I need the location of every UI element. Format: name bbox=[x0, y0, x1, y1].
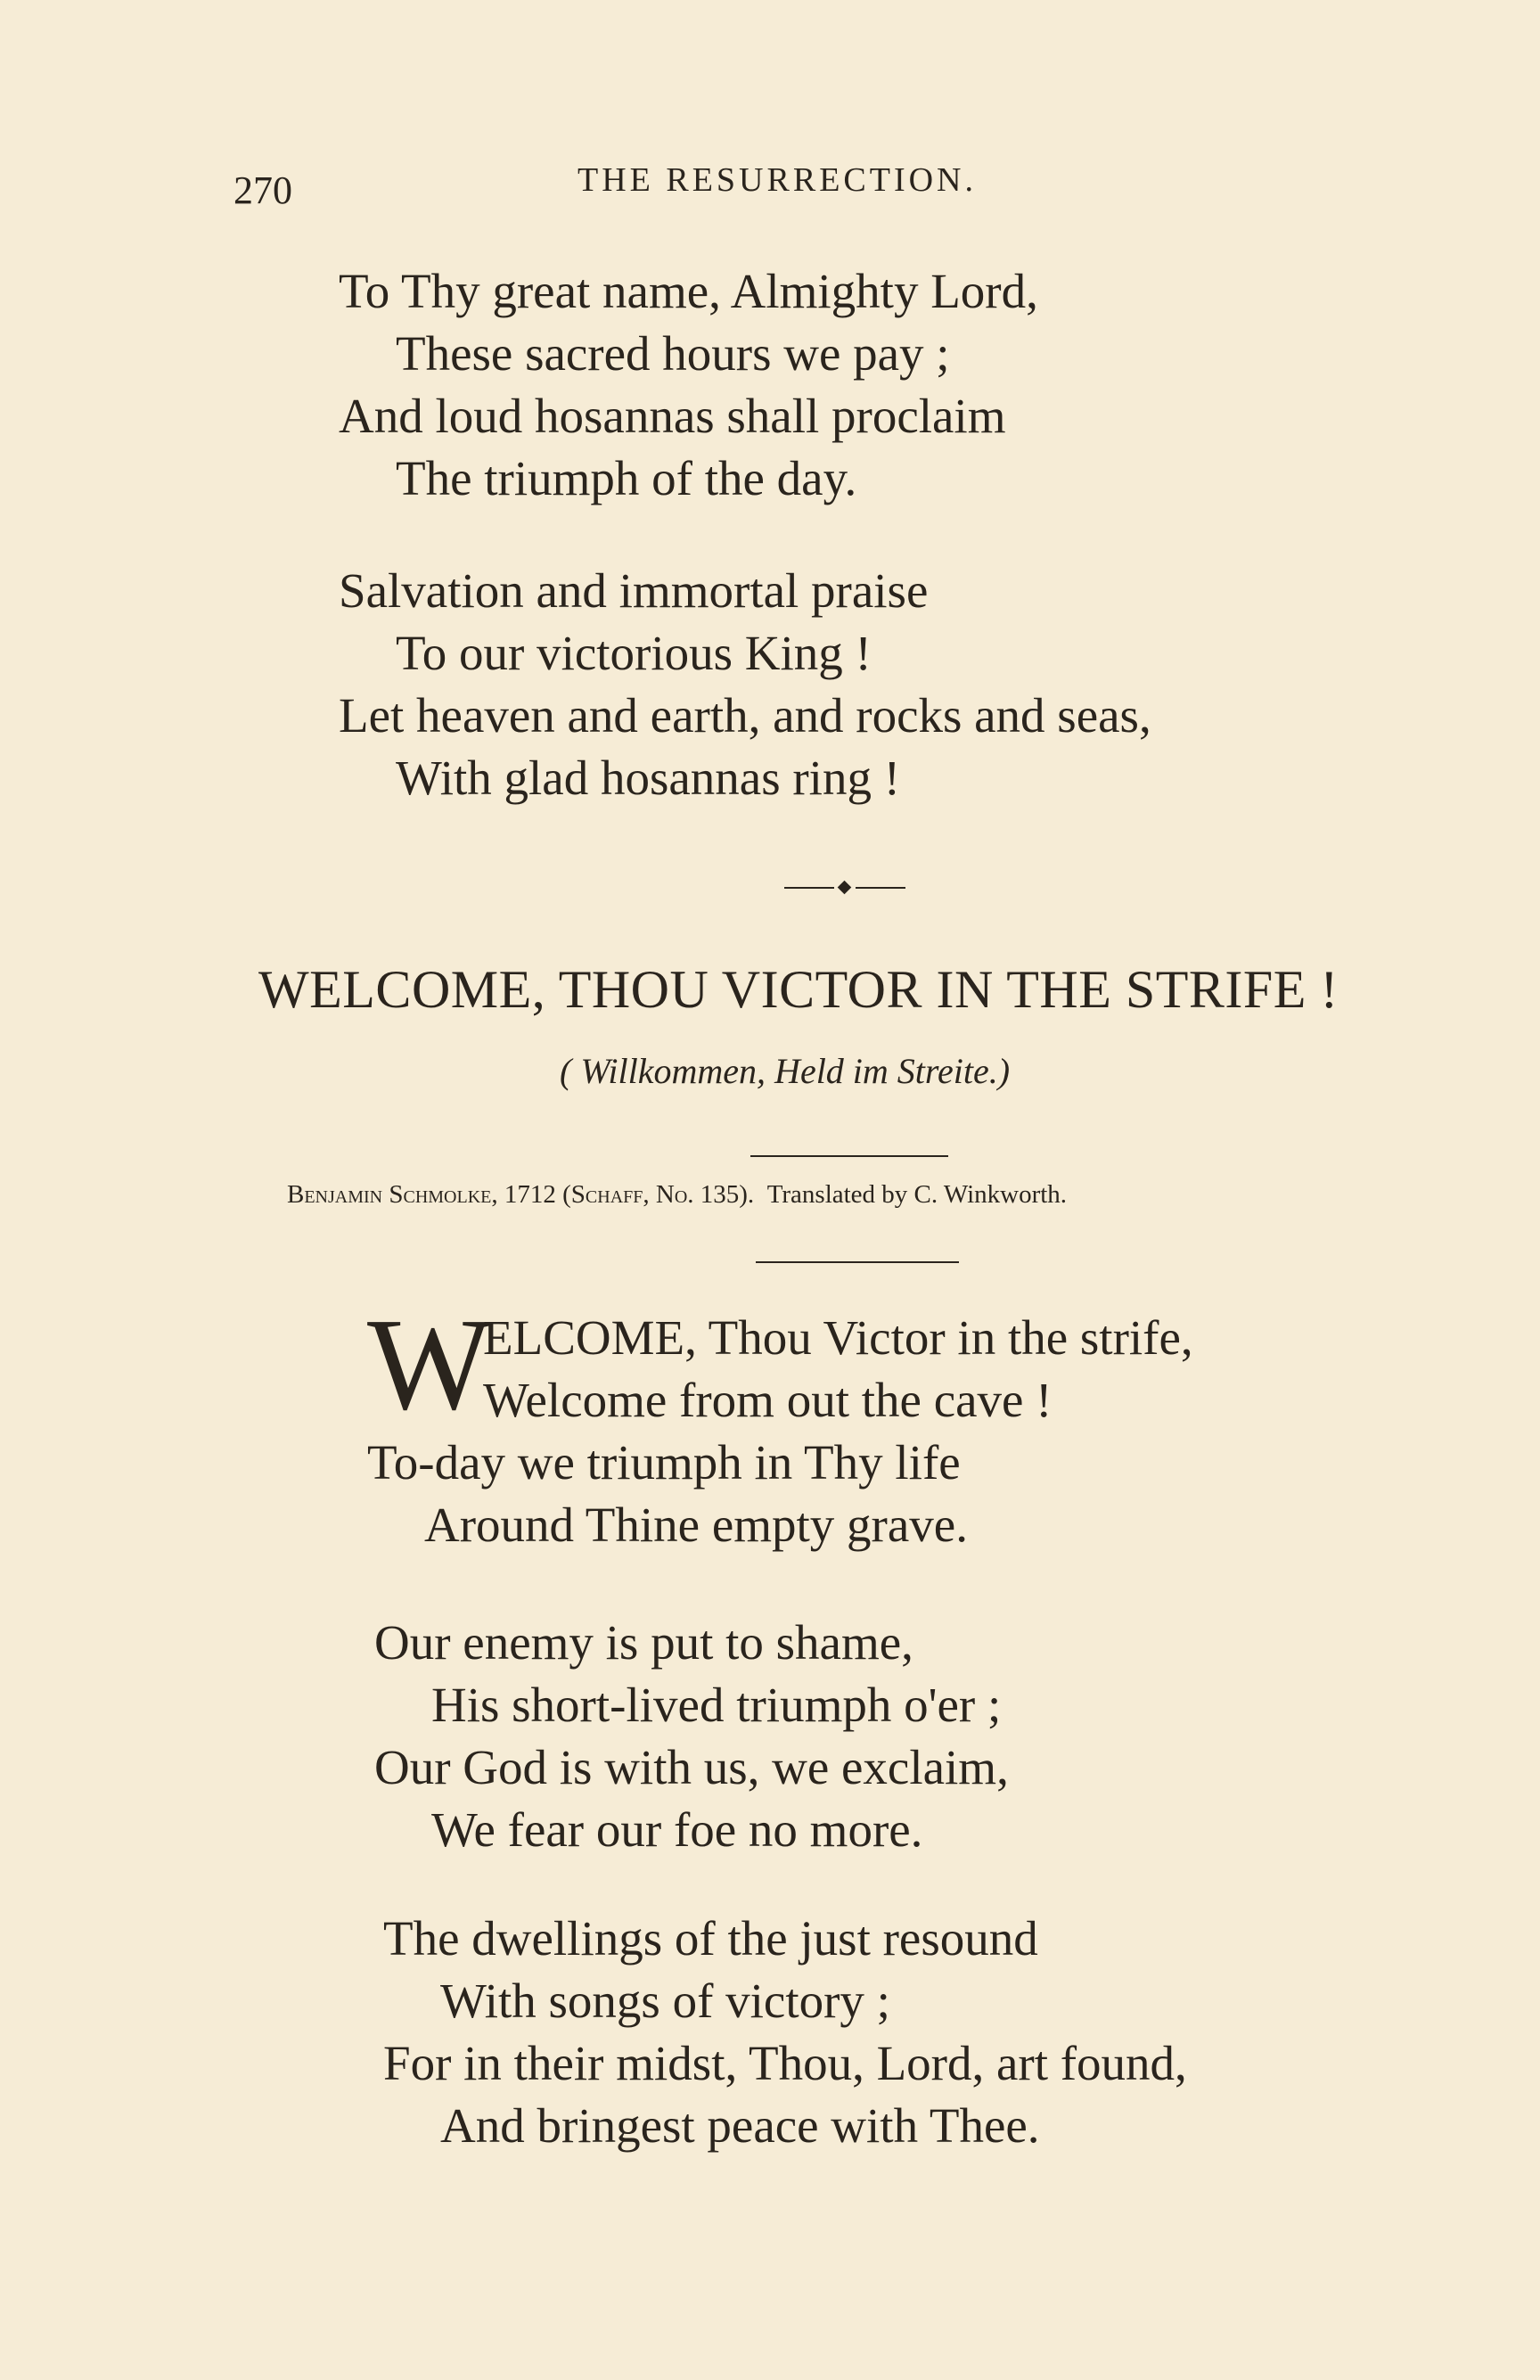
verse-line: For in their midst, Thou, Lord, art found, bbox=[383, 2036, 1187, 2090]
credit-translator: Translated by C. Winkworth. bbox=[766, 1180, 1068, 1209]
divider-rule bbox=[756, 1261, 959, 1263]
verse-line: With glad hosannas ring ! bbox=[396, 751, 901, 805]
verse-line: We fear our foe no more. bbox=[431, 1802, 923, 1857]
divider-rule bbox=[750, 1155, 948, 1157]
running-head: THE RESURRECTION. bbox=[578, 161, 977, 199]
verse-line: And loud hosannas shall proclaim bbox=[339, 389, 1006, 443]
drop-cap: W bbox=[367, 1292, 492, 1438]
hymn-title: WELCOME, THOU VICTOR IN THE STRIFE ! bbox=[258, 960, 1339, 1019]
hymn2-stanza-3 bbox=[383, 1908, 1187, 2157]
page-number: 270 bbox=[233, 168, 292, 212]
verse-line: His short-lived triumph o'er ; bbox=[431, 1678, 1002, 1732]
verse-line: Our God is with us, we exclaim, bbox=[374, 1740, 1009, 1794]
verse-line: Welcome from out the cave ! bbox=[483, 1373, 1053, 1427]
verse-line: Let heaven and earth, and rocks and seas, bbox=[339, 688, 1151, 743]
verse-line: To Thy great name, Almighty Lord, bbox=[339, 264, 1038, 318]
hymn1-stanza-2 bbox=[339, 560, 1151, 809]
verse-line: Around Thine empty grave. bbox=[424, 1498, 968, 1552]
verse-line: Salvation and immortal praise bbox=[339, 563, 929, 618]
hymn2-stanza-1 bbox=[483, 1307, 1193, 1432]
hymn1-stanza-1 bbox=[339, 260, 1038, 510]
verse-line: ELCOME, Thou Victor in the strife, bbox=[483, 1310, 1193, 1365]
hymn2-stanza-2 bbox=[374, 1612, 1009, 1861]
credit-author: Benjamin Schmolke, 1712 (Schaff, No. 135). bbox=[287, 1180, 755, 1209]
verse-line: Our enemy is put to shame, bbox=[374, 1615, 913, 1670]
section-divider-ornament bbox=[784, 882, 905, 893]
hymn-credit bbox=[287, 1180, 1067, 1210]
verse-line: To-day we triumph in Thy life bbox=[367, 1435, 961, 1490]
verse-line: With songs of victory ; bbox=[440, 1974, 890, 2028]
hymn-original-title: ( Willkommen, Held im Streite.) bbox=[560, 1051, 1011, 1091]
verse-line: These sacred hours we pay ; bbox=[396, 326, 950, 381]
verse-line: The triumph of the day. bbox=[396, 451, 857, 505]
hymn2-stanza-1-continued bbox=[367, 1432, 968, 1556]
verse-line: To our victorious King ! bbox=[396, 626, 872, 680]
verse-line: The dwellings of the just resound bbox=[383, 1911, 1038, 1966]
verse-line: And bringest peace with Thee. bbox=[440, 2098, 1040, 2153]
